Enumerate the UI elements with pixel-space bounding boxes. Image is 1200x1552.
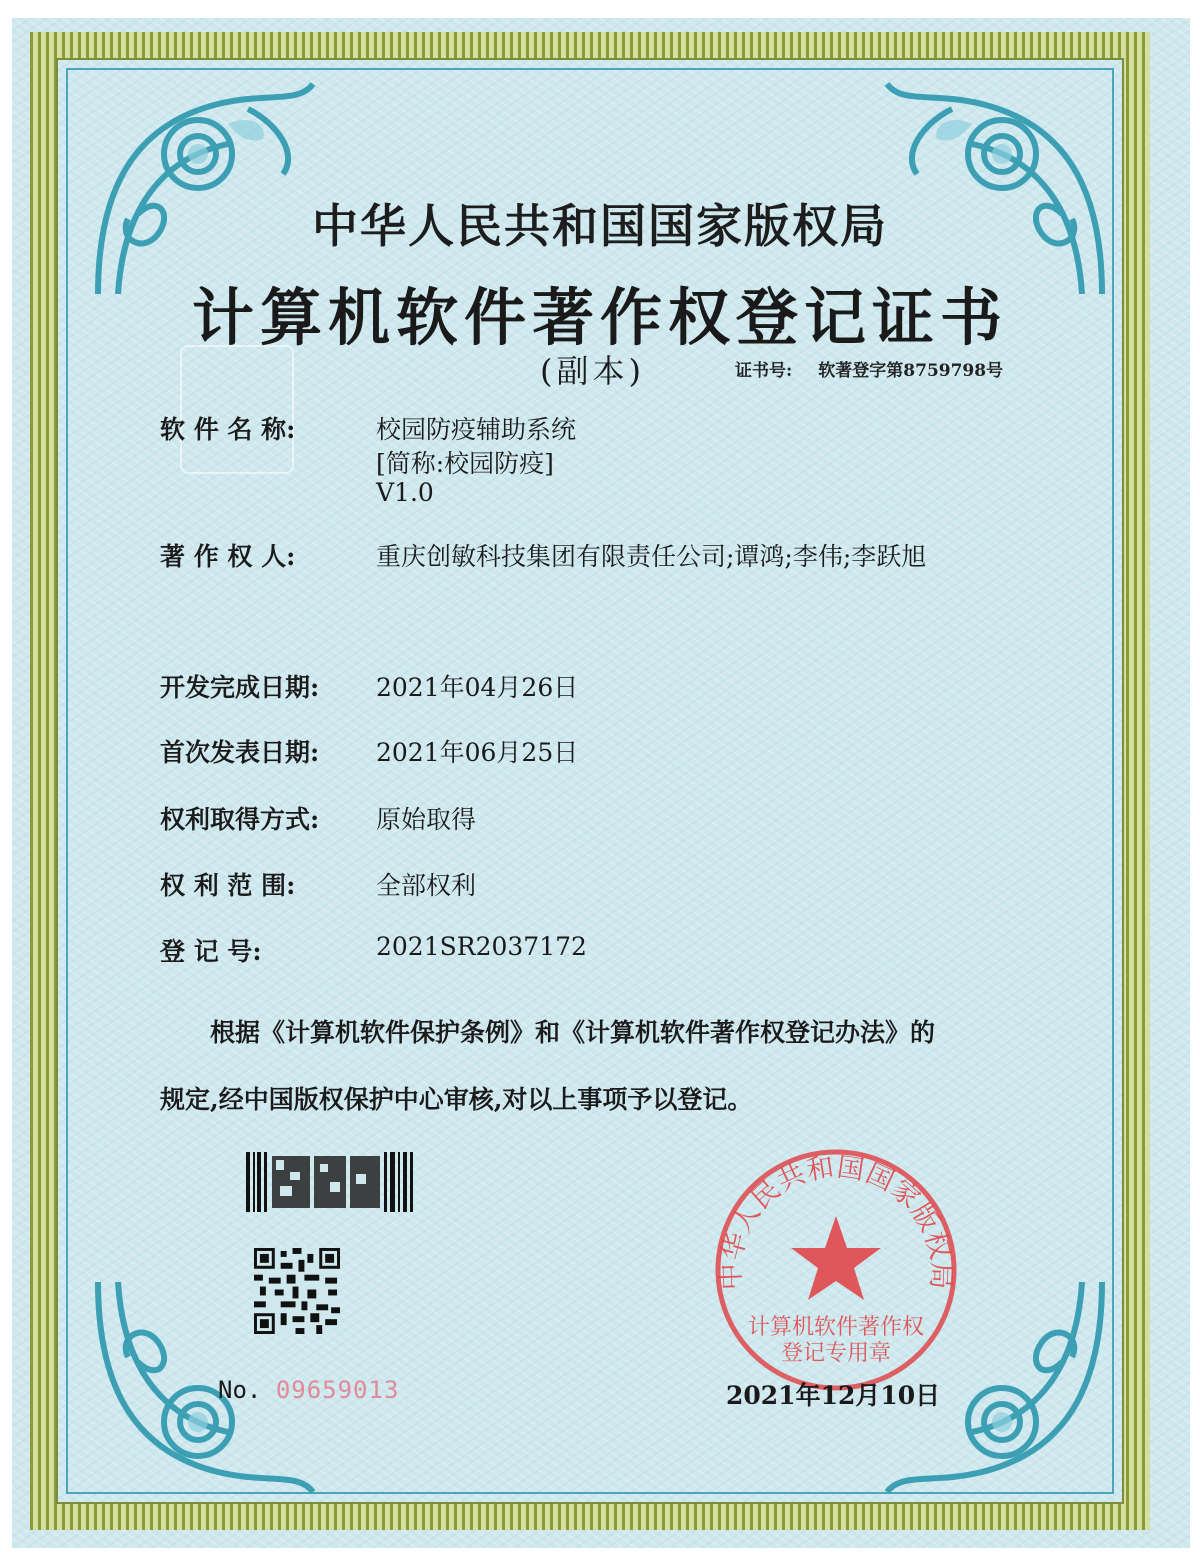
certificate-number-value: 软著登字第8759798号	[818, 361, 1004, 381]
barcode	[246, 1152, 414, 1212]
statement-line-2: 规定,经中国版权保护中心审核,对以上事项予以登记。	[160, 1085, 753, 1114]
serial-number-prefix: No.	[218, 1376, 262, 1404]
certificate-subtitle: (副本)	[540, 352, 645, 390]
first-publish-value: 2021年06月25日	[376, 738, 579, 767]
registration-no-label: 登 记 号:	[160, 937, 262, 966]
copyright-owner-label: 著 作 权 人:	[160, 542, 296, 571]
software-short-name: [简称:校园防疫]	[376, 449, 554, 478]
seal-inner-line-2: 登记专用章	[780, 1341, 892, 1366]
issue-date: 2021年12月10日	[726, 1381, 941, 1410]
certificate-number-label: 证书号:	[735, 361, 793, 381]
acquisition-value: 原始取得	[376, 805, 477, 834]
certificate-number	[735, 356, 1003, 381]
software-name-label: 软 件 名 称:	[160, 415, 296, 444]
copyright-owner-value: 重庆创敏科技集团有限责任公司;谭鸿;李伟;李跃旭	[376, 542, 927, 571]
scope-label: 权 利 范 围:	[160, 871, 296, 900]
registration-no-value: 2021SR2037172	[376, 932, 587, 961]
serial-number-value: 09659013	[275, 1376, 400, 1404]
dev-completion-value: 2021年04月26日	[376, 673, 579, 702]
issuing-authority: 中华人民共和国国家版权局	[312, 199, 888, 253]
official-seal	[708, 1142, 964, 1398]
acquisition-label: 权利取得方式:	[160, 805, 320, 834]
scope-value: 全部权利	[376, 871, 477, 900]
qr-code	[254, 1248, 340, 1334]
dev-completion-label: 开发完成日期:	[160, 673, 320, 702]
seal-inner-line-1: 计算机软件著作权	[747, 1315, 925, 1340]
software-name-value: 校园防疫辅助系统	[376, 415, 577, 444]
statement-line-1: 根据《计算机软件保护条例》和《计算机软件著作权登记办法》的	[210, 1018, 936, 1047]
certificate-title: 计算机软件著作权登记证书	[191, 281, 1008, 354]
software-version: V1.0	[376, 478, 434, 507]
seal-star-icon	[791, 1216, 881, 1300]
first-publish-label: 首次发表日期:	[160, 738, 320, 767]
seal-outer-text: 中华人民共和国国家版权局	[715, 1151, 957, 1291]
serial-number	[218, 1376, 399, 1404]
